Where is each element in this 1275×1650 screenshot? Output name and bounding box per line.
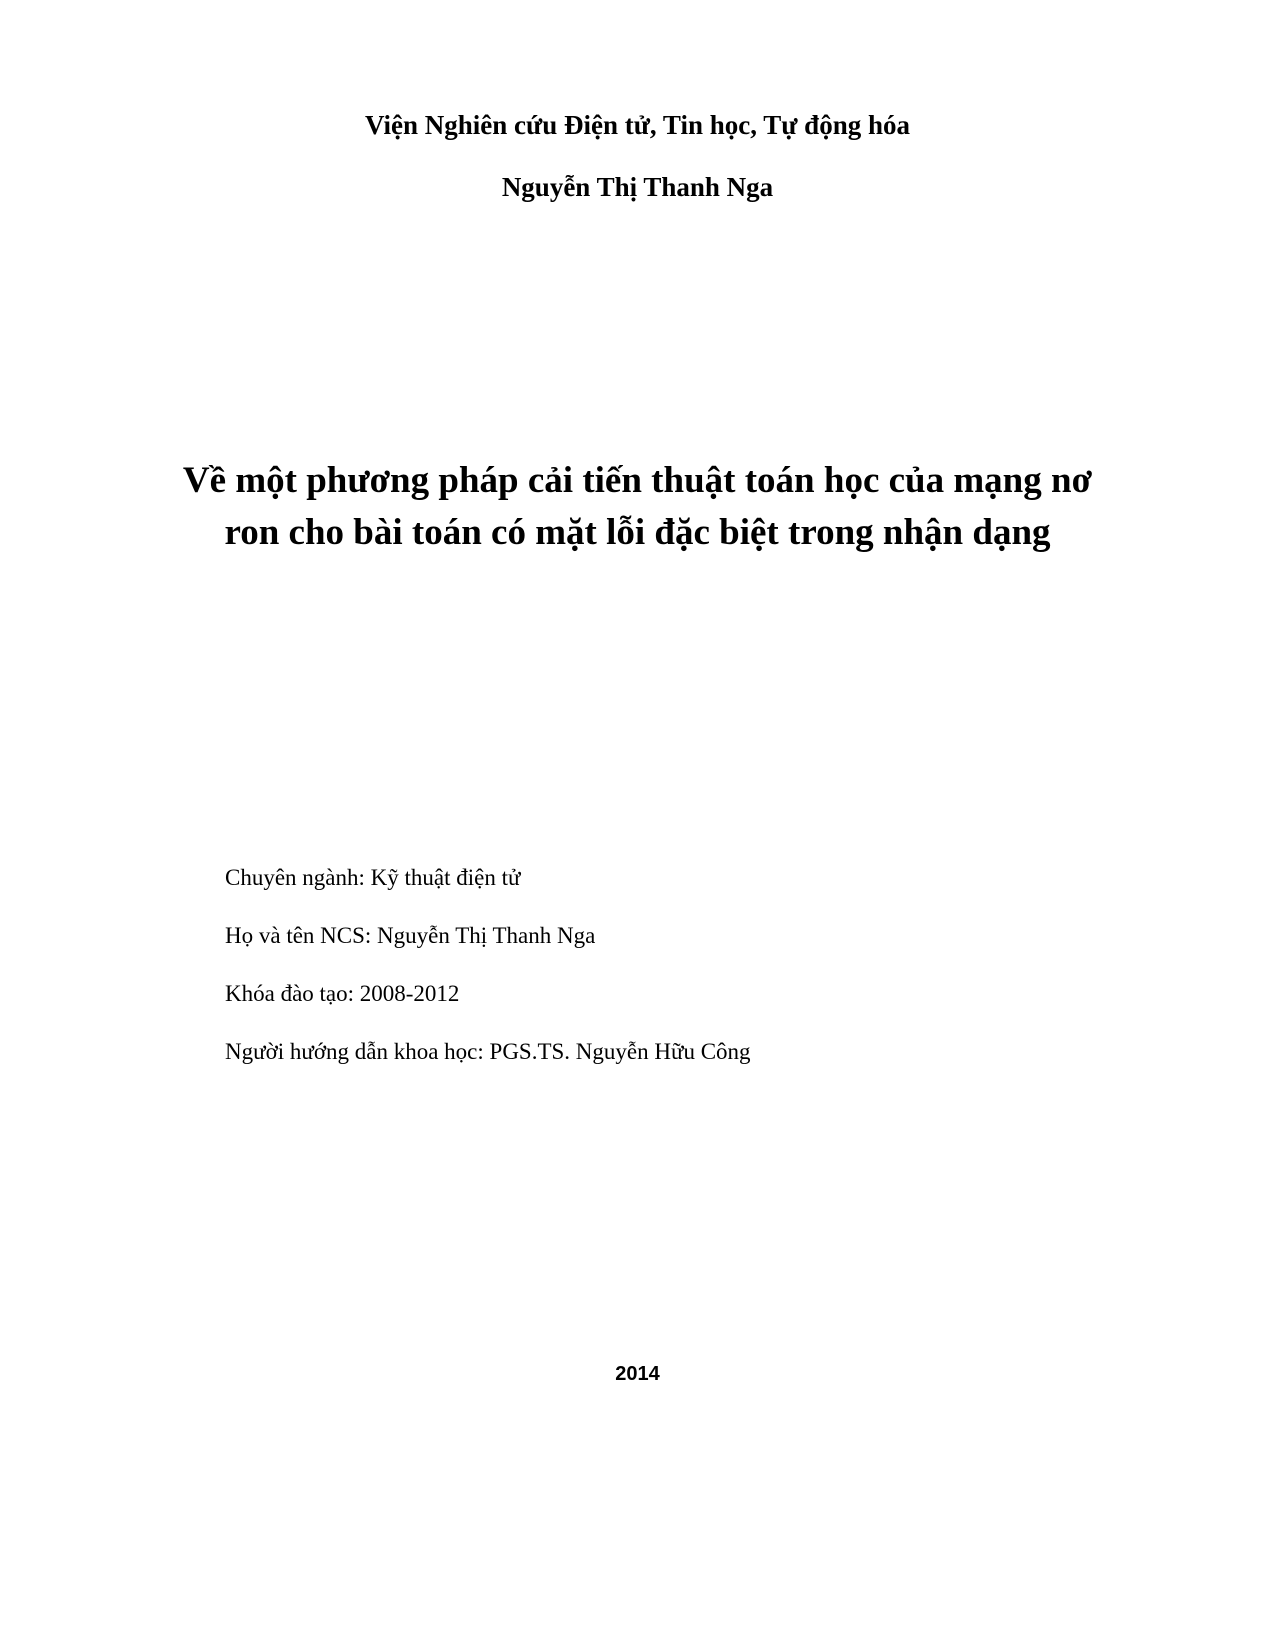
- course-line: Khóa đào tạo: 2008-2012: [225, 981, 460, 1006]
- thesis-title-line-1: Về một phương pháp cải tiến thuật toán học của mạng nơ: [182, 460, 1093, 501]
- thesis-info: [225, 863, 751, 1095]
- thesis-title: [100, 455, 1175, 559]
- advisor-line: Người hướng dẫn khoa học: PGS.TS. Nguyễn Hữu Công: [225, 1039, 751, 1064]
- institution-name: Viện Nghiên cứu Điện tử, Tin học, Tự động hóa: [365, 110, 910, 140]
- author-name: Nguyễn Thị Thanh Nga: [501, 172, 774, 202]
- major-line: Chuyên ngành: Kỹ thuật điện tử: [225, 865, 521, 890]
- student-line: Họ và tên NCS: Nguyễn Thị Thanh Nga: [225, 923, 596, 948]
- thesis-title-line-2: ron cho bài toán có mặt lỗi đặc biệt trong nhận dạng: [224, 512, 1051, 553]
- year: 2014: [615, 1363, 660, 1385]
